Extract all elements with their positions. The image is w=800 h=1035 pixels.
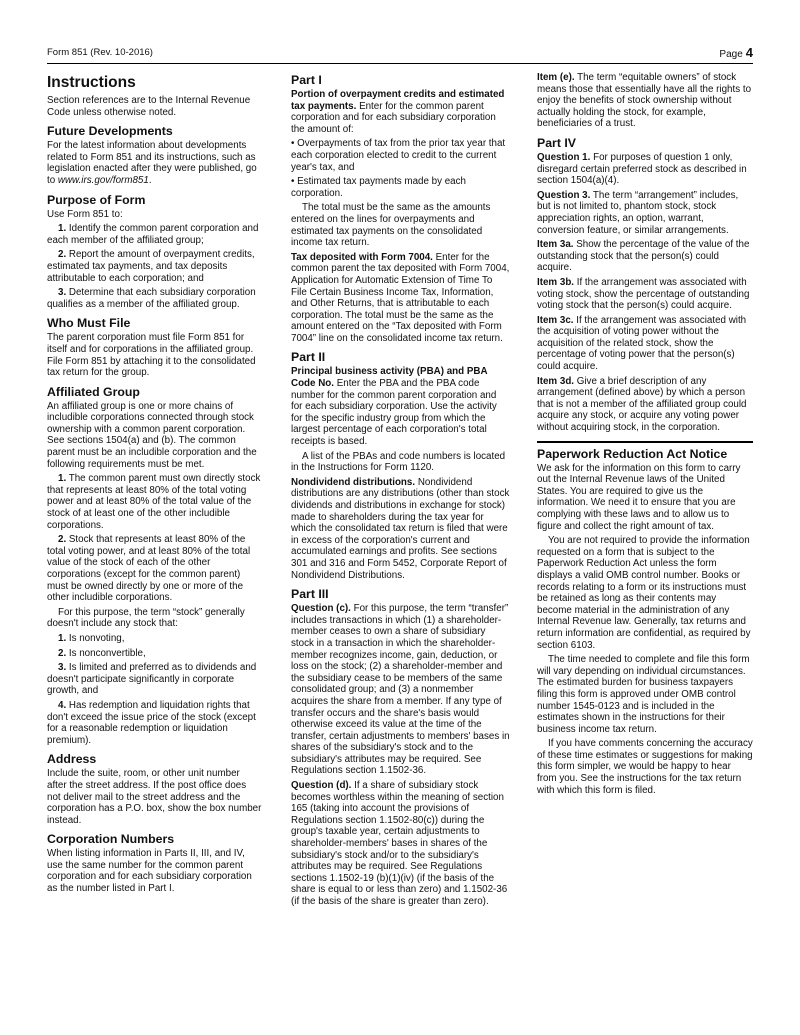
part-4-entry: Question 1. For purposes of question 1 only, disregard certain preferred stock as described in section 1504(a)(4). (537, 151, 747, 187)
form-7004-text: Tax deposited with Form 7004. Enter for the common parent the tax deposited with Form 7004, Application for Automatic Extension of Time To File Certain Business Income Tax, Information, and Other Returns, that is attributable to each corporation. The total must be the same as the amount entered on the “Tax deposited with Form 7004” line on the consolidated income tax return. (291, 251, 510, 344)
future-developments-text: For the latest information about developments related to Form 851 and its instructions, such as legislation enacted after they were published, go to www.irs.gov/form851. (47, 140, 257, 186)
purpose-item: 3. Determine that each subsidiary corporation qualifies as a member of the affiliated group. (47, 287, 256, 310)
part-4-heading: Part IV (537, 135, 576, 150)
stock-exclusion-item: 2. Is nonconvertible, (58, 647, 146, 659)
page-number: 4 (745, 45, 753, 60)
part-1-text: Portion of overpayment credits and estimated tax payments. Enter for the common parent corporation and for each subsidiary corporation the amount of: (291, 89, 505, 135)
part-4-entry: Item 3a. Show the percentage of the value of the outstanding stock that the person(s) could acquire. (537, 239, 750, 274)
part-1-bullet: • Overpayments of tax from the prior tax year that each corporation elected to credit to the current year's tax, and (291, 138, 506, 173)
page-header (47, 45, 753, 64)
stock-exclusion-item: 4. Has redemption and liquidation rights that don't exceed the issue price of the stock (except for a reasonable redemption or liquidation premium). (47, 699, 256, 746)
corporation-numbers-heading: Corporation Numbers (47, 832, 175, 847)
paperwork-paragraph: If you have comments concerning the accuracy of these time estimates or suggestions for making this form simpler, we would be happy to hear from you. See the instructions for the tax return with which this form is filed. (537, 738, 753, 796)
address-heading: Address (47, 752, 97, 767)
part-1-total: The total must be the same as the amounts entered on the lines for overpayments and estimated tax payments on the consolidated income tax return. (291, 202, 491, 249)
column-2 (291, 72, 510, 911)
stock-definition-intro: For this purpose, the term “stock” generally doesn't include any stock that: (47, 606, 245, 630)
part-4-entry: Item 3d. Give a brief description of any arrangement (defined above) by which a person that is not a member of the affiliated group could acquire any stock, or acquire any voting power without acquiring stock, in the corporation. (537, 375, 747, 434)
purpose-intro: Use Form 851 to: (47, 208, 123, 220)
column-3 (537, 72, 753, 799)
paperwork-paragraph: We ask for the information on this form to carry out the Internal Revenue laws of the United States. You are required to give us the information. We need it to ensure that you are complying with these laws and to allow us to figure and collect the right amount of tax. (537, 462, 741, 532)
irs-link[interactable]: www.irs.gov/form851 (57, 174, 149, 186)
purpose-item: 1. Identify the common parent corporation and each member of the affiliated group; (47, 223, 259, 246)
part-4-entry: Item 3c. If the arrangement was associated with the acquisition of voting power without the acquisition of the related stock, show the percentage of voting power that the person(s) could acquire. (537, 314, 747, 373)
future-developments-heading: Future Developments (47, 124, 173, 139)
pba-list-text: A list of the PBAs and code numbers is located in the Instructions for Form 1120. (291, 450, 506, 474)
paperwork-reduction-heading: Paperwork Reduction Act Notice (537, 441, 753, 461)
affiliated-group-heading: Affiliated Group (47, 384, 140, 399)
part-3-heading: Part III (291, 587, 329, 602)
item-e-text: Item (e). The term “equitable owners” of stock means those that essentially have all the rights to enjoy the benefits of stock ownership without actually holding the stock, for example, beneficiaries of a trust. (537, 72, 752, 130)
stock-exclusion-item: 1. Is nonvoting, (58, 632, 125, 644)
address-text: Include the suite, room, or other unit number after the street address. If the post office does not deliver mail to the street address and the corporation has a P.O. box, show the box number instead. (47, 768, 262, 826)
nondividend-text: Nondividend distributions. Nondividend distributions are any distributions (other than stock dividends and distributions in exchange for stock) made to shareholders during the tax year for which the consolidated tax return is filed that were in excess of the corporation's current and accumulated earnings and profits. See sections 301 and 316 and Form 5452, Corporate Report of Nondividend Distributions. (291, 476, 510, 581)
part-2-heading: Part II (291, 350, 326, 365)
question-d-text: Question (d). If a share of subsidiary stock becomes worthless within the meaning of section 165 (taking into account the provisions of Regulations section 1.1502-80(c)) during the group's taxable year, certain adjustments to shareholder-members' bases in shares of the subsidiary's stock and/or to the subsidiary's attributes may be required. See Regulations sections 1.1502-19 (b)(1)(iv) (if the basis of the share is equal to or less than zero) and 1.1502-36 (if the basis of the share is greater than zero). (291, 780, 508, 907)
page-label: Page (719, 49, 743, 60)
page-title: Instructions (47, 74, 136, 91)
form-id: Form 851 (Rev. 10-2016) (47, 47, 153, 58)
intro-text: Section references are to the Internal Revenue Code unless otherwise noted. (47, 95, 251, 118)
part-2-text: Principal business activity (PBA) and PBA Code No. Enter the PBA and the PBA code number for the common parent corporation and for each subsidiary corporation. Use the activity for the specific industry group from which the largest percentage of each corporation's total receipts is based. (291, 366, 497, 448)
part-1-bullet: • Estimated tax payments made by each corporation. (291, 176, 466, 199)
column-1 (47, 72, 262, 898)
who-must-file-text: The parent corporation must file Form 851 for itself and for corporations in the affiliated group. File Form 851 by attaching it to the consolidated tax return for the group. (47, 332, 256, 379)
requirement-item: 1. The common parent must own directly stock that represents at least 80% of the total voting power and at least 80% of the total value of the stock of at least one of the other includible corporations. (47, 473, 261, 531)
paperwork-paragraph: You are not required to provide the information requested on a form that is subject to the Paperwork Reduction Act unless the form displays a valid OMB control number. Books or records relating to a form or its instructions must be retained as long as their contents may become material in the administration of any Internal Revenue law. Generally, tax returns and return information are confidential, as required by section 6103. (537, 535, 751, 651)
question-c-text: Question (c). For this purpose, the term “transfer” includes transactions in which (1) a shareholder-member ceases to own a share of subsidiary stock in a transaction in which the shareholder-member recognizes income, gain, deduction, or loss on the stock; (2) a shareholder-member and the subsidiary cease to be members of the same consolidated group; and (3) a nonmember acquires the share from a member. If any type of transfer occurs and the share's basis would otherwise exceed its value at the time of the transfer, certain adjustments to members' bases in shares of the subsidiary's stock and to the subsidiary's attributes may be required. See Regulations section 1.1502-36. (291, 603, 510, 777)
purpose-heading: Purpose of Form (47, 192, 146, 207)
requirement-item: 2. Stock that represents at least 80% of the total voting power, and at least 80% of the total value of the stock of each of the other corporations (except for the common parent) must be owned directly by one or more of the other includible corporations. (47, 534, 251, 604)
page-indicator (719, 45, 753, 60)
paperwork-paragraph: The time needed to complete and file this form will vary depending on individual circumstances. The estimated burden for business taxpayers filing this form is approved under OMB control number 1545-0123 and is included in the estimates shown in the instructions for their business income tax return. (537, 654, 750, 735)
part-1-heading: Part I (291, 73, 322, 87)
affiliated-group-text: An affiliated group is one or more chains of includible corporations connected through stock ownership with a common parent corporation. See sections 1504(a) and (b). The common parent must be an includible corporation and the following requirements must be met. (47, 400, 257, 470)
part-4-entry: Item 3b. If the arrangement was associated with voting stock, show the percentage of outstanding voting stock that the person(s) could acquire. (537, 276, 750, 312)
corporation-numbers-text: When listing information in Parts II, III, and IV, use the same number for the common parent corporation and for each subsidiary corporation as the number listed in Part I. (47, 848, 252, 895)
part-4-entry: Question 3. The term “arrangement” includes, but is not limited to, phantom stock, stock appreciation rights, an option, warrant, conversion feature, or similar arrangements. (537, 189, 739, 236)
stock-exclusion-item: 3. Is limited and preferred as to dividends and doesn't participate significantly in corporate growth, and (47, 662, 257, 697)
who-must-file-heading: Who Must File (47, 316, 131, 331)
purpose-item: 2. Report the amount of overpayment credits, estimated tax payments, and tax deposits attributable to each corporation; and (47, 249, 255, 284)
